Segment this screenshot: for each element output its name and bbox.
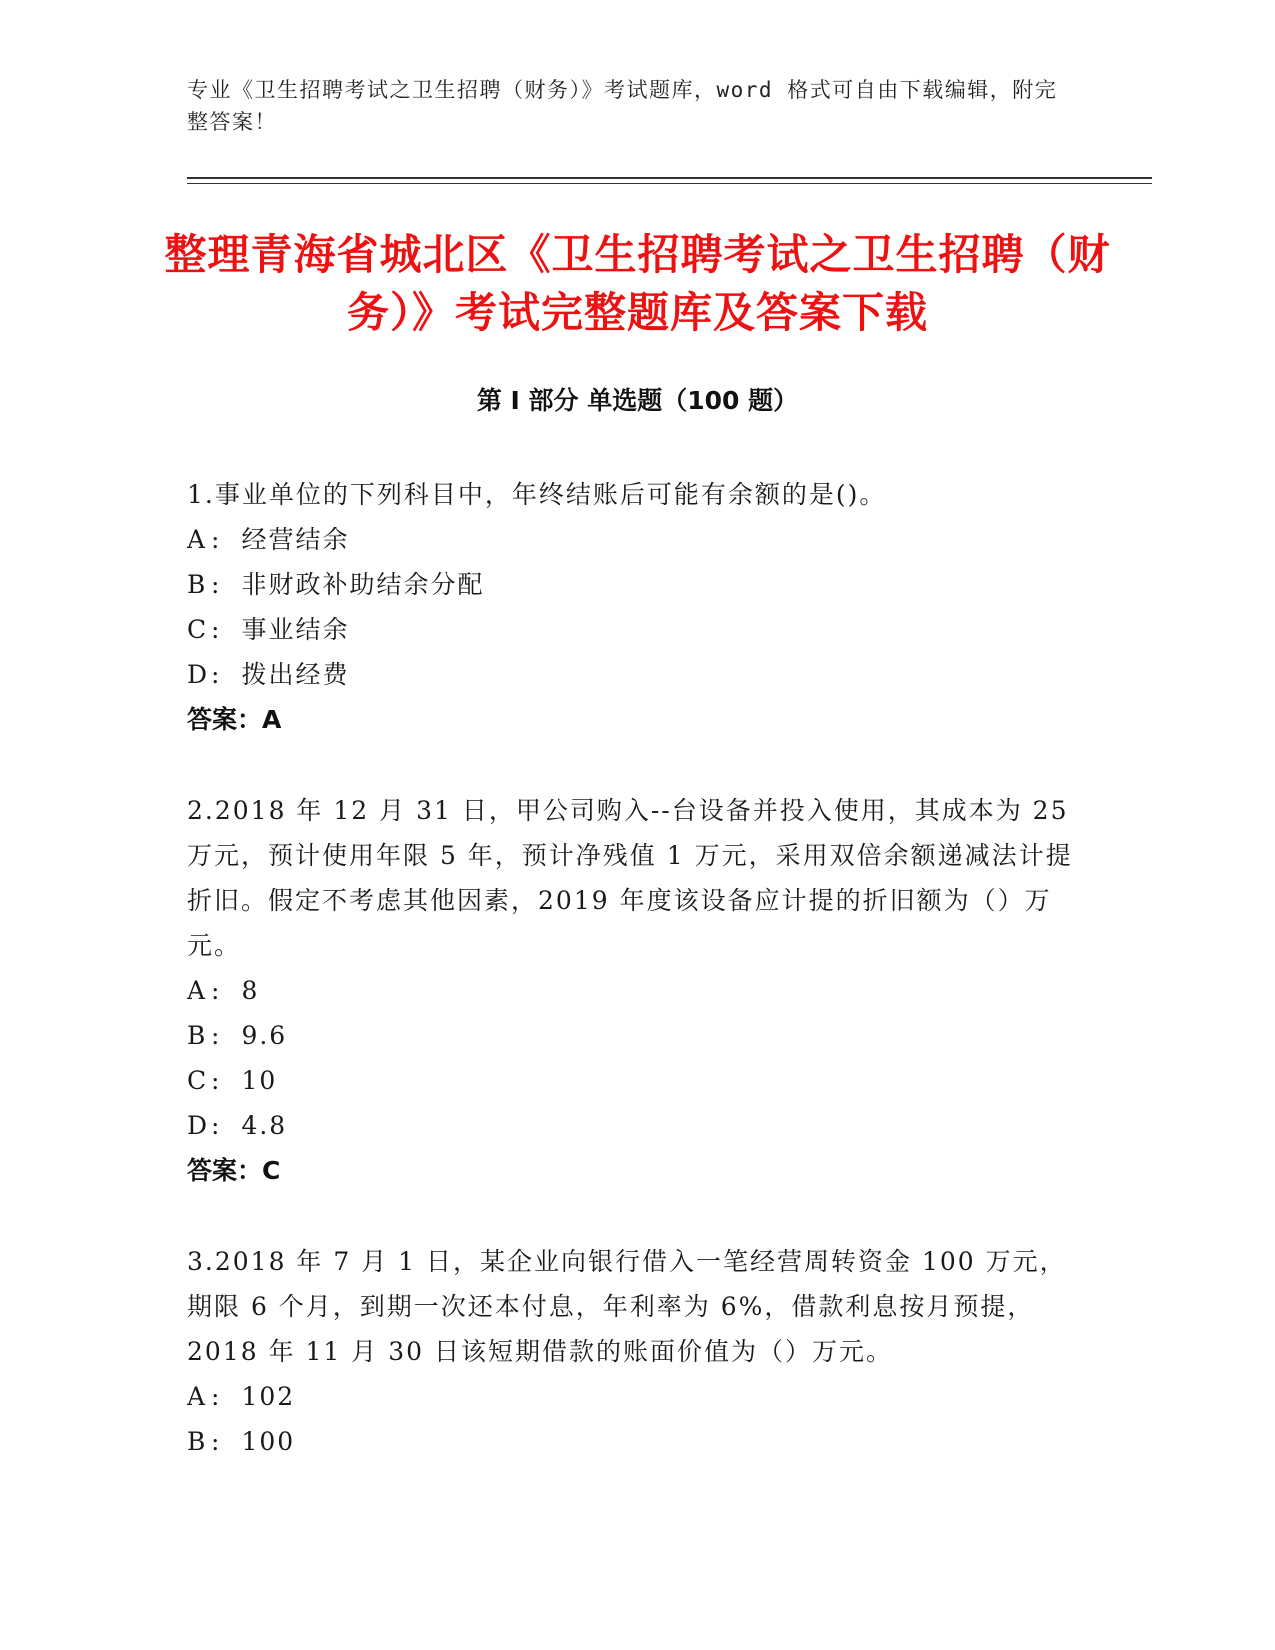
option-d: D: 4.8 <box>187 1103 1077 1148</box>
option-letter: B <box>187 1021 208 1050</box>
option-a: A : 8 <box>187 968 1077 1013</box>
option-letter: C <box>187 1066 209 1095</box>
option-c: C : 10 <box>187 1058 1077 1103</box>
option-text: 100 <box>241 1427 296 1456</box>
question-stem: 1.事业单位的下列科目中，年终结账后可能有余额的是()。 <box>187 480 887 509</box>
option-letter: A <box>187 525 208 554</box>
option-b: B : 非财政补助结余分配 <box>187 562 1077 607</box>
option-text: 事业结余 <box>241 615 350 644</box>
option-letter: C <box>187 615 209 644</box>
option-letter: D <box>187 660 210 689</box>
answer-value: C <box>262 1156 281 1185</box>
option-text: 经营结余 <box>241 525 350 554</box>
question-3 <box>187 1239 1077 1464</box>
question-stem: 2.2018 年 12 月 31 日，甲公司购入--台设备并投入使用，其成本为 25 万元，预计使用年限 5 年，预计净残值 1 万元，采用双倍余额递减法计提折旧。假定不考虑其他因素，2019 年度该设备应计提的折旧额为（）万元。 <box>187 796 1073 960</box>
question-2 <box>187 788 1077 1193</box>
header-note: 专业《卫生招聘考试之卫生招聘（财务）》考试题库，word 格式可自由下载编辑，附完整答案！ <box>187 78 1058 134</box>
option-letter: A <box>187 1382 208 1411</box>
answer-label: 答案： <box>187 705 263 734</box>
answer-line <box>187 697 1077 742</box>
option-text: 4.8 <box>241 1111 288 1140</box>
option-b: B : 9.6 <box>187 1013 1077 1058</box>
answer-value: A <box>262 705 282 734</box>
option-a: A : 102 <box>187 1374 1077 1419</box>
answer-line <box>187 1148 1077 1193</box>
option-text: 102 <box>241 1382 296 1411</box>
question-1 <box>187 472 1077 742</box>
section-heading: 第 I 部分 单选题（100 题） <box>476 386 799 415</box>
question-list <box>187 472 1077 1510</box>
header-divider <box>187 177 1152 179</box>
question-stem: 3.2018 年 7 月 1 日，某企业向银行借入一笔经营周转资金 100 万元，期限 6 个月，到期一次还本付息，年利率为 6%，借款利息按月预提，2018 年 11 月 30 日该短期借款的账面价值为（）万元。 <box>187 1247 1067 1366</box>
option-letter: B <box>187 1427 208 1456</box>
option-letter: D <box>187 1111 210 1140</box>
option-text: 10 <box>241 1066 278 1095</box>
option-c: C : 事业结余 <box>187 607 1077 652</box>
option-text: 8 <box>241 976 260 1005</box>
option-text: 9.6 <box>241 1021 288 1050</box>
option-text: 拨出经费 <box>241 660 350 689</box>
document-title: 整理青海省城北区《卫生招聘考试之卫生招聘（财务）》考试完整题库及答案下载 <box>164 230 1111 337</box>
option-d: D: 拨出经费 <box>187 652 1077 697</box>
header-divider-thin <box>187 183 1152 184</box>
option-letter: B <box>187 570 208 599</box>
option-a: A : 经营结余 <box>187 517 1077 562</box>
option-b: B : 100 <box>187 1419 1077 1464</box>
option-text: 非财政补助结余分配 <box>241 570 485 599</box>
answer-label: 答案： <box>187 1156 263 1185</box>
option-letter: A <box>187 976 208 1005</box>
